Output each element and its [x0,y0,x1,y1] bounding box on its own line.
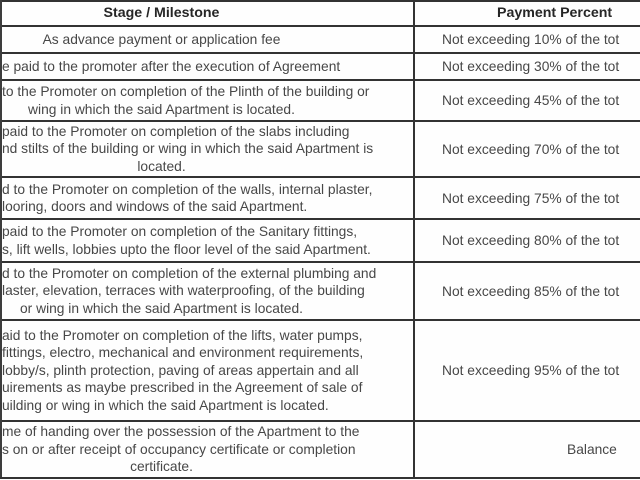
stage-text-line: laster, elevation, terraces with waterproofing, of the building [2,283,365,299]
stage-text-line: d to the Promoter on completion of the walls, internal plaster, [2,181,373,197]
payment-value: Not exceeding 30% of the tot [442,59,620,74]
stage-cell [0,54,415,79]
payment-header-label: Payment Percent [497,5,613,21]
stage-cell [0,422,415,477]
stage-text-line: me of handing over the possession of the Apartment to the [2,424,360,440]
stage-text-line: d to the Promoter on completion of the external plumbing and [2,265,377,281]
stage-cell [0,81,415,120]
stage-text-line: s on or after receipt of occupancy certificate or completion [2,441,356,457]
stage-cell [0,122,415,176]
table-row [0,321,640,422]
payment-cell [415,263,640,319]
table-row [0,422,640,479]
payment-cell [415,27,640,52]
payment-value: Not exceeding 75% of the tot [442,190,620,206]
stage-text-line: aid to the Promoter on completion of the lifts, water pumps, [2,327,363,343]
payment-cell [415,178,640,218]
payment-cell [415,81,640,120]
payment-value: Not exceeding 70% of the tot [442,141,620,157]
table-row [0,220,640,263]
stage-cell [0,27,415,52]
table-row [0,263,640,321]
stage-text-line: nd stilts of the building or wing in which the said Apartment is [2,141,374,157]
stage-text-line: to the Promoter on completion of the Plinth of the building or [2,84,370,99]
stage-text-line: As advance payment or application fee [42,31,281,47]
table-row [0,27,640,54]
stage-text-line: uirements as maybe prescribed in the Agreement of sale of [2,380,363,396]
payment-value: Balance [567,442,617,457]
stage-cell [0,178,415,218]
table-row [0,81,640,122]
stage-header-cell [0,2,415,25]
table-row [0,122,640,178]
payment-cell [415,122,640,176]
table-row [0,54,640,81]
stage-text-line: uilding or wing in which the said Apartment is located. [2,397,329,413]
stage-text-line: or wing in which the said Apartment is located. [20,300,303,316]
stage-text-line: paid to the Promoter on completion of the slabs including [2,123,350,139]
payment-cell [415,54,640,79]
table-left-border-line [0,0,2,477]
stage-cell [0,220,415,261]
payment-value: Not exceeding 10% of the tot [442,32,620,47]
stage-text-line: lobby/s, plinth protection, paving of areas appertain and all [2,362,359,378]
stage-text-line: located. [137,158,186,174]
stage-text-line: paid to the Promoter on completion of the Sanitary fittings, [2,224,358,239]
table-header-row [0,2,640,27]
stage-text-line: s, lift wells, lobbies upto the floor level of the said Apartment. [2,241,371,257]
payment-value: Not exceeding 80% of the tot [442,233,620,248]
payment-cell [415,321,640,420]
stage-cell [0,321,415,420]
payment-header-cell [415,2,640,25]
stage-header-label: Stage / Milestone [103,4,220,21]
stage-cell [0,263,415,319]
stage-text-line: wing in which the said Apartment is located. [28,101,295,117]
stage-text-line: certificate. [130,459,193,475]
stage-text-line: looring, doors and windows of the said Apartment. [2,199,308,214]
payment-value: Not exceeding 45% of the tot [442,93,620,108]
table-row [0,178,640,220]
stage-text-line: e paid to the promoter after the execution of Agreement [2,58,341,74]
payment-value: Not exceeding 95% of the tot [442,363,620,378]
payment-cell [415,422,640,477]
payment-cell [415,220,640,261]
stage-text-line: fittings, electro, mechanical and environment requirements, [2,345,364,361]
payment-value: Not exceeding 85% of the tot [442,283,620,299]
